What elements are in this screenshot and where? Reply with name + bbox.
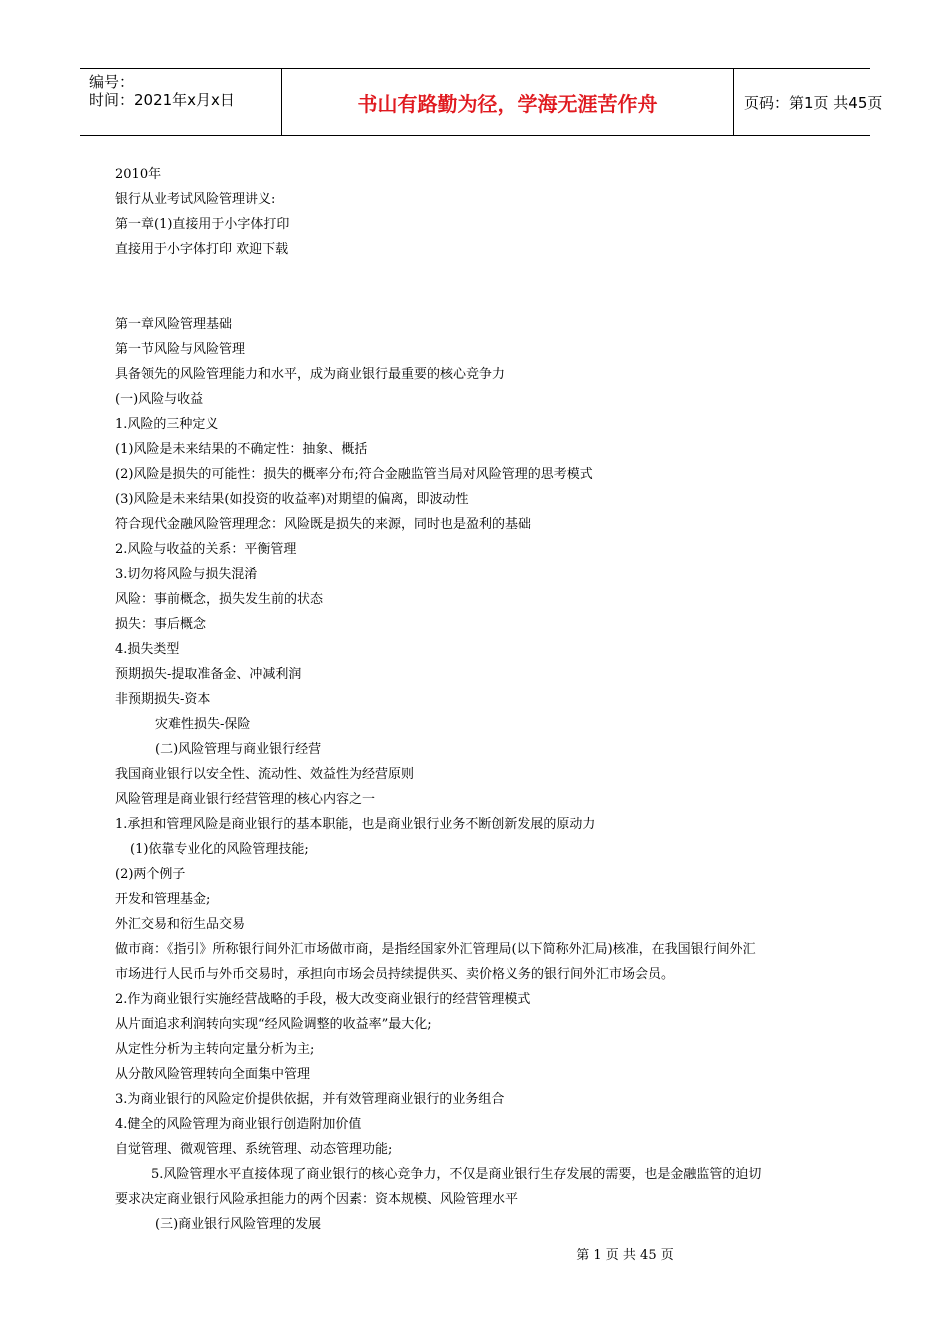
body-line: 做市商：《指引》所称银行间外汇市场做市商，是指经国家外汇管理局(以下简称外汇局)核准，在我国银行间外汇 [115, 942, 756, 957]
chapter-heading: 第一章风险管理基础 [115, 317, 233, 332]
body-line: 5.风险管理水平直接体现了商业银行的核心竞争力，不仅是商业银行生存发展的需要，也是金融监管的迫切 [151, 1167, 762, 1182]
header-motto-cell [282, 69, 734, 135]
body-line: 银行从业考试风险管理讲义: [115, 192, 276, 207]
body-line: 从片面追求利润转向实现“经风险调整的收益率”最大化; [115, 1017, 432, 1032]
body-line: 4.损失类型 [115, 642, 180, 657]
body-line: (二)风险管理与商业银行经营 [155, 742, 322, 757]
body-line: (1)依靠专业化的风险管理技能; [130, 842, 309, 857]
header-page-number: 页码：第1页 共45页 [744, 94, 883, 112]
footer-page-number: 第 1 页 共 45 页 [576, 1248, 674, 1263]
document-date-label: 时间：2021年x月x日 [89, 91, 235, 109]
body-line: 3.切勿将风险与损失混淆 [115, 567, 258, 582]
body-line: 开发和管理基金; [115, 892, 211, 907]
body-line: 3.为商业银行的风险定价提供依据，并有效管理商业银行的业务组合 [115, 1092, 505, 1107]
body-line: 1.承担和管理风险是商业银行的基本职能，也是商业银行业务不断创新发展的原动力 [115, 817, 596, 832]
body-line: (3)风险是未来结果(如投资的收益率)对期望的偏离，即波动性 [115, 492, 469, 507]
body-line: 直接用于小字体打印 欢迎下载 [115, 242, 289, 257]
header-info-cell [80, 69, 282, 135]
header-motto: 书山有路勤为径，学海无涯苦作舟 [357, 92, 658, 116]
body-line: 从定性分析为主转向定量分析为主; [115, 1042, 315, 1057]
body-line: (2)两个例子 [115, 867, 186, 882]
blank-gap [115, 262, 845, 312]
body-line: 市场进行人民币与外币交易时，承担向市场会员持续提供买、卖价格义务的银行间外汇市场会员。 [115, 967, 675, 982]
body-line: 风险管理是商业银行经营管理的核心内容之一 [115, 792, 376, 807]
page-footer [0, 1248, 950, 1264]
body-line: (一)风险与收益 [115, 392, 204, 407]
body-line: (1)风险是未来结果的不确定性：抽象、概括 [115, 442, 368, 457]
body-line: 第一章(1)直接用于小字体打印 [115, 217, 290, 232]
body-line: 外汇交易和衍生品交易 [115, 917, 246, 932]
body-line: 2010年 [115, 167, 162, 182]
body-line: (2)风险是损失的可能性：损失的概率分布;符合金融监管当局对风险管理的思考模式 [115, 467, 593, 482]
body-line: 2.风险与收益的关系：平衡管理 [115, 542, 297, 557]
body-line: 从分散风险管理转向全面集中管理 [115, 1067, 311, 1082]
body-line: 风险：事前概念，损失发生前的状态 [115, 592, 324, 607]
document-body [115, 162, 845, 1237]
body-line: 预期损失-提取准备金、冲减利润 [115, 667, 302, 682]
body-line: 要求决定商业银行风险承担能力的两个因素：资本规模、风险管理水平 [115, 1192, 519, 1207]
body-line: 2.作为商业银行实施经营战略的手段，极大改变商业银行的经营管理模式 [115, 992, 531, 1007]
section-heading: 第一节风险与风险管理 [115, 342, 246, 357]
body-line: 4.健全的风险管理为商业银行创造附加价值 [115, 1117, 362, 1132]
body-line: 非预期损失-资本 [115, 692, 211, 707]
document-number-label: 编号： [89, 73, 135, 91]
body-line: 符合现代金融风险管理理念：风险既是损失的来源，同时也是盈利的基础 [115, 517, 532, 532]
body-line: 自觉管理、微观管理、系统管理、动态管理功能; [115, 1142, 393, 1157]
body-line: 1.风险的三种定义 [115, 417, 219, 432]
subsection-heading: (三)商业银行风险管理的发展 [155, 1217, 322, 1232]
body-line: 我国商业银行以安全性、流动性、效益性为经营原则 [115, 767, 415, 782]
body-line: 具备领先的风险管理能力和水平，成为商业银行最重要的核心竞争力 [115, 367, 506, 382]
header-page-cell [734, 69, 883, 135]
document-header [80, 68, 883, 136]
body-line: 损失：事后概念 [115, 617, 207, 632]
body-line: 灾难性损失-保险 [155, 717, 251, 732]
